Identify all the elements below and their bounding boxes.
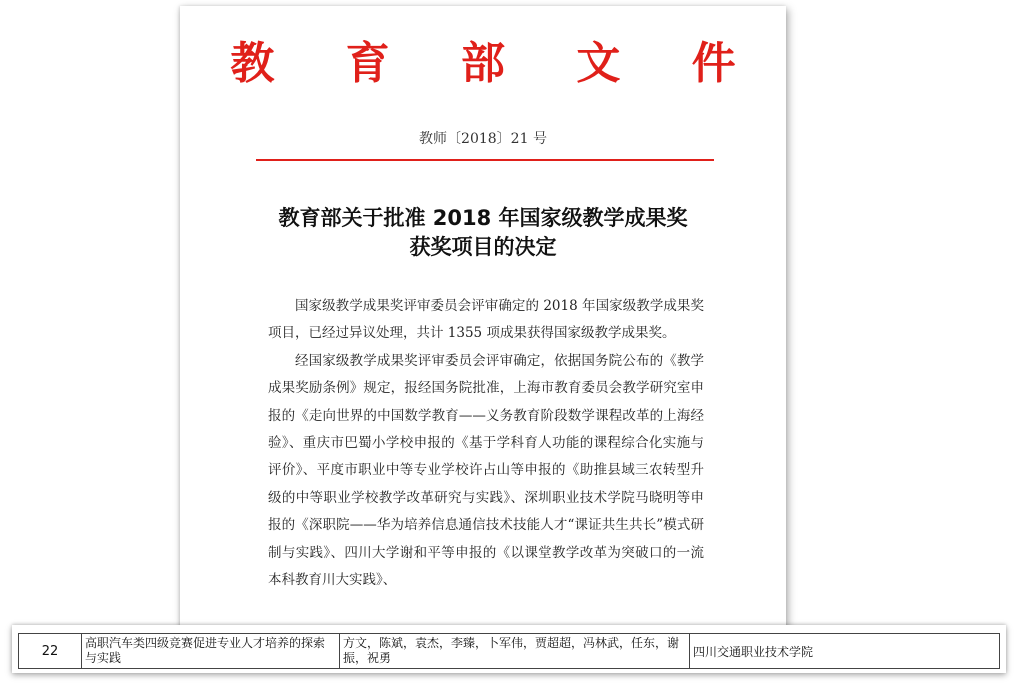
document-title-line-1: 教育部关于批准 2018 年国家级教学成果奖 bbox=[278, 206, 688, 230]
award-table-excerpt bbox=[12, 625, 1006, 673]
red-divider-line bbox=[256, 159, 714, 161]
body-paragraph-1: 国家级教学成果奖评审委员会评审确定的 2018 年国家级教学成果奖项目，已经过异议处理，共计 1355 项成果获得国家级教学成果奖。 bbox=[268, 298, 704, 342]
row-number-cell: 22 bbox=[18, 634, 82, 668]
document-page bbox=[180, 6, 786, 630]
document-title-line-2: 获奖项目的决定 bbox=[409, 235, 557, 259]
organization-cell: 四川交通职业技术学院 bbox=[690, 634, 1000, 668]
project-name-cell: 高职汽车类四级竞赛促进专业人才培养的探索与实践 bbox=[82, 634, 340, 668]
document-body bbox=[268, 293, 704, 594]
document-number: 教师〔2018〕21 号 bbox=[419, 131, 547, 147]
participants-cell: 方文，陈斌，袁杰，李臻，卜军伟，贾超超，冯林武，任东，谢振，祝勇 bbox=[340, 634, 690, 668]
body-paragraph-2: 经国家级教学成果奖评审委员会评审确定，依据国务院公布的《教学成果奖励条例》规定，报经国务院批准，上海市教育委员会教学研究室申报的《走向世界的中国数学教育——义务教育阶段数学课程改革的上海经验》、重庆市巴蜀小学校申报的《基于学科育人功能的课程综合化实施与评价》、平度市职业中等专业学校许占山等申报的《助推县域三农转型升级的中等职业学校教学改革研究与实践》、深圳职业技术学院马晓明等申报的《深职院——华为培养信息通信技术技能人才“课证共生共长”模式研制与实践》、四川大学谢和平等申报的《以课堂教学改革为突破口的一流本科教育川大实践》、 bbox=[268, 352, 704, 589]
table-row bbox=[18, 633, 1000, 669]
document-title bbox=[180, 204, 786, 262]
document-header-title: 教 育 部 文 件 bbox=[230, 38, 764, 89]
